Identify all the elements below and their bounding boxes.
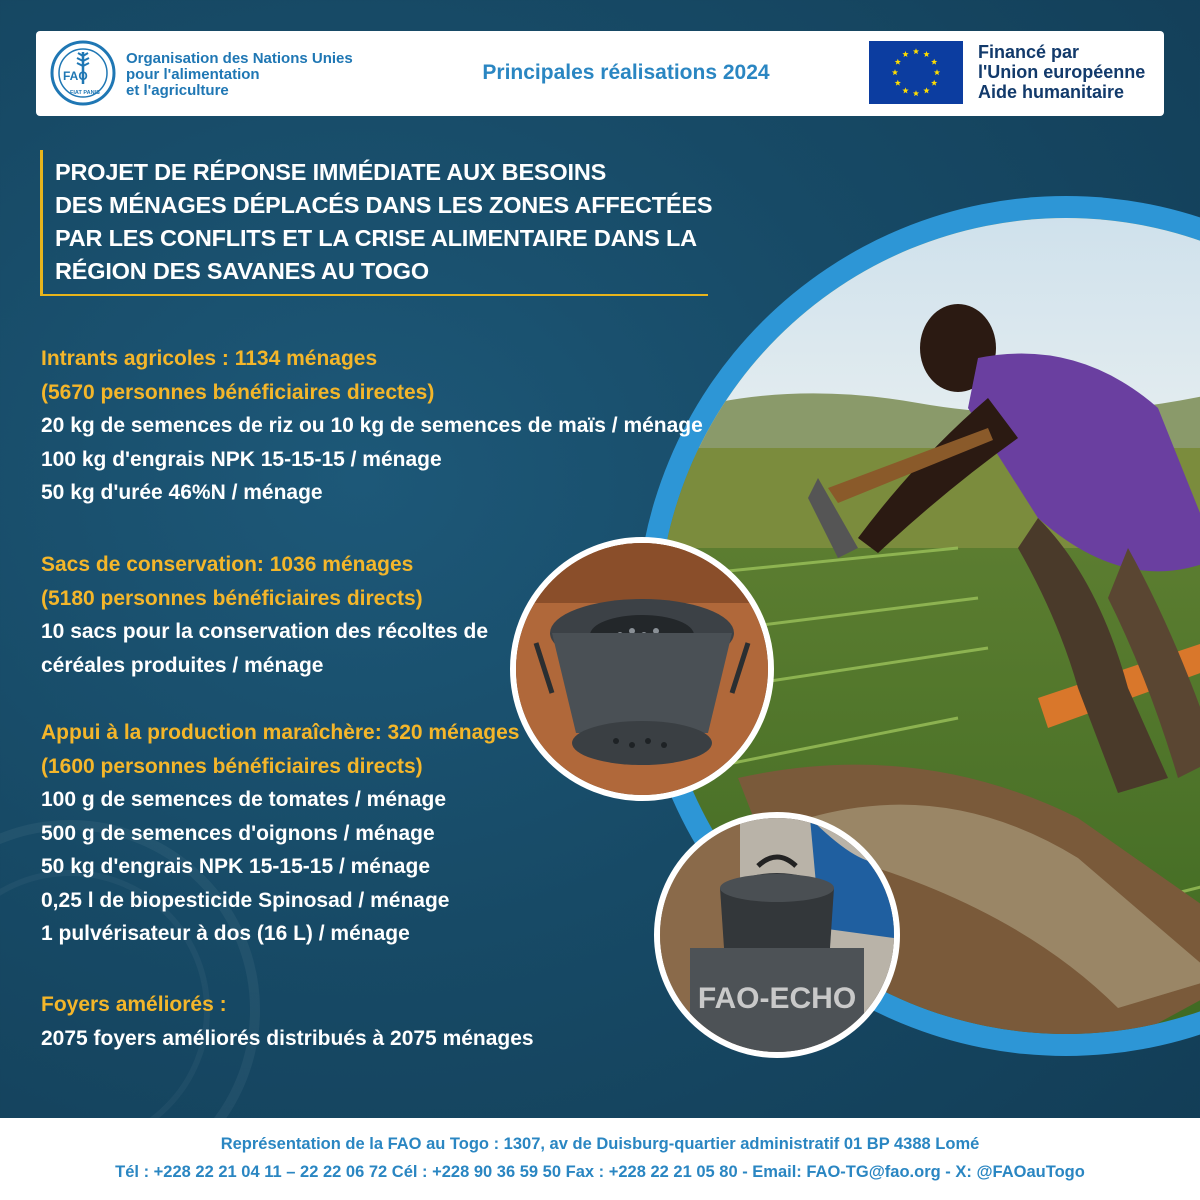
- section-heading: Intrants agricoles : 1134 ménages: [41, 347, 378, 370]
- section-intrants-agricoles: [41, 342, 703, 510]
- section-heading: Sacs de conservation: 1036 ménages: [41, 553, 414, 576]
- fao-name-line: Organisation des Nations Unies: [126, 50, 353, 67]
- section-item: 50 kg d'urée 46%N / ménage: [41, 481, 323, 504]
- project-title-line: RÉGION DES SAVANES AU TOGO: [55, 258, 429, 284]
- section-heading: (1600 personnes bénéficiaires directs): [41, 754, 423, 778]
- section-heading: (5670 personnes bénéficiaires directes): [41, 380, 435, 404]
- eu-text-line: Financé par: [978, 42, 1080, 62]
- stove-photo-illustration: [516, 543, 768, 795]
- footer-contact: [0, 1118, 1200, 1200]
- section-item: 10 sacs pour la conservation des récoltes de: [41, 620, 489, 643]
- header-bar: [36, 31, 1164, 116]
- eu-flag-icon: [869, 41, 963, 104]
- header-title: Principales réalisations 2024: [482, 61, 770, 84]
- fao-name-line: et l'agriculture: [126, 82, 229, 99]
- section-item: 100 kg d'engrais NPK 15-15-15 / ménage: [41, 447, 442, 471]
- section-item: 500 g de semences d'oignons / ménage: [41, 821, 435, 845]
- fao-organisation-name: [126, 51, 386, 99]
- fao-echo-stencil-text: FAO-ECHO: [697, 982, 857, 1015]
- section-item: 1 pulvérisateur à dos (16 L) / ménage: [41, 922, 410, 945]
- section-item: 2075 foyers améliorés distribués à 2075 ménages: [41, 1026, 534, 1050]
- section-sacs-conservation: [41, 548, 488, 682]
- section-heading: Foyers améliorés :: [41, 993, 227, 1016]
- footer-address: Représentation de la FAO au Togo : 1307, av de Duisburg-quartier administratif 01 BP 4388 Lomé: [220, 1135, 980, 1153]
- fao-logo-text: FAO: [63, 69, 88, 83]
- section-item: 20 kg de semences de riz ou 10 kg de semences de maïs / ménage: [41, 414, 703, 437]
- fao-logo-motto: FIAT PANIS: [70, 90, 100, 96]
- project-title-line: DES MÉNAGES DÉPLACÉS DANS LES ZONES AFFECTÉES: [55, 192, 713, 218]
- section-production-maraichere: [41, 716, 519, 951]
- section-foyers-ameliores: [41, 988, 534, 1055]
- section-item: 50 kg d'engrais NPK 15-15-15 / ménage: [41, 855, 430, 878]
- eu-text-line: Aide humanitaire: [978, 82, 1125, 102]
- section-heading: Appui à la production maraîchère: 320 ménages: [41, 721, 520, 744]
- fao-logo: [50, 40, 116, 106]
- section-heading: (5180 personnes bénéficiaires directs): [41, 586, 423, 610]
- project-title: [40, 150, 713, 296]
- eu-funding-text: [978, 42, 1178, 102]
- cooking-pot-photo: [654, 812, 900, 1058]
- fao-name-line: pour l'alimentation: [126, 66, 260, 83]
- cooking-pot-illustration: [660, 818, 894, 1052]
- section-item: 100 g de semences de tomates / ménage: [41, 788, 447, 811]
- stove-photo: [510, 537, 774, 801]
- footer-phone-email: Tél : +228 22 21 04 11 – 22 22 06 72 Cél : +228 90 36 59 50 Fax : +228 22 21 05 80 - Email: FAO-TG@fao.org - X: @FAOauTogo: [115, 1163, 1085, 1181]
- section-item: 0,25 l de biopesticide Spinosad / ménage: [41, 888, 450, 912]
- section-item: céréales produites / ménage: [41, 653, 324, 677]
- project-title-line: PAR LES CONFLITS ET LA CRISE ALIMENTAIRE DANS LA: [55, 225, 697, 251]
- project-title-line: PROJET DE RÉPONSE IMMÉDIATE AUX BESOINS: [55, 159, 607, 185]
- eu-text-line: l'Union européenne: [978, 62, 1146, 82]
